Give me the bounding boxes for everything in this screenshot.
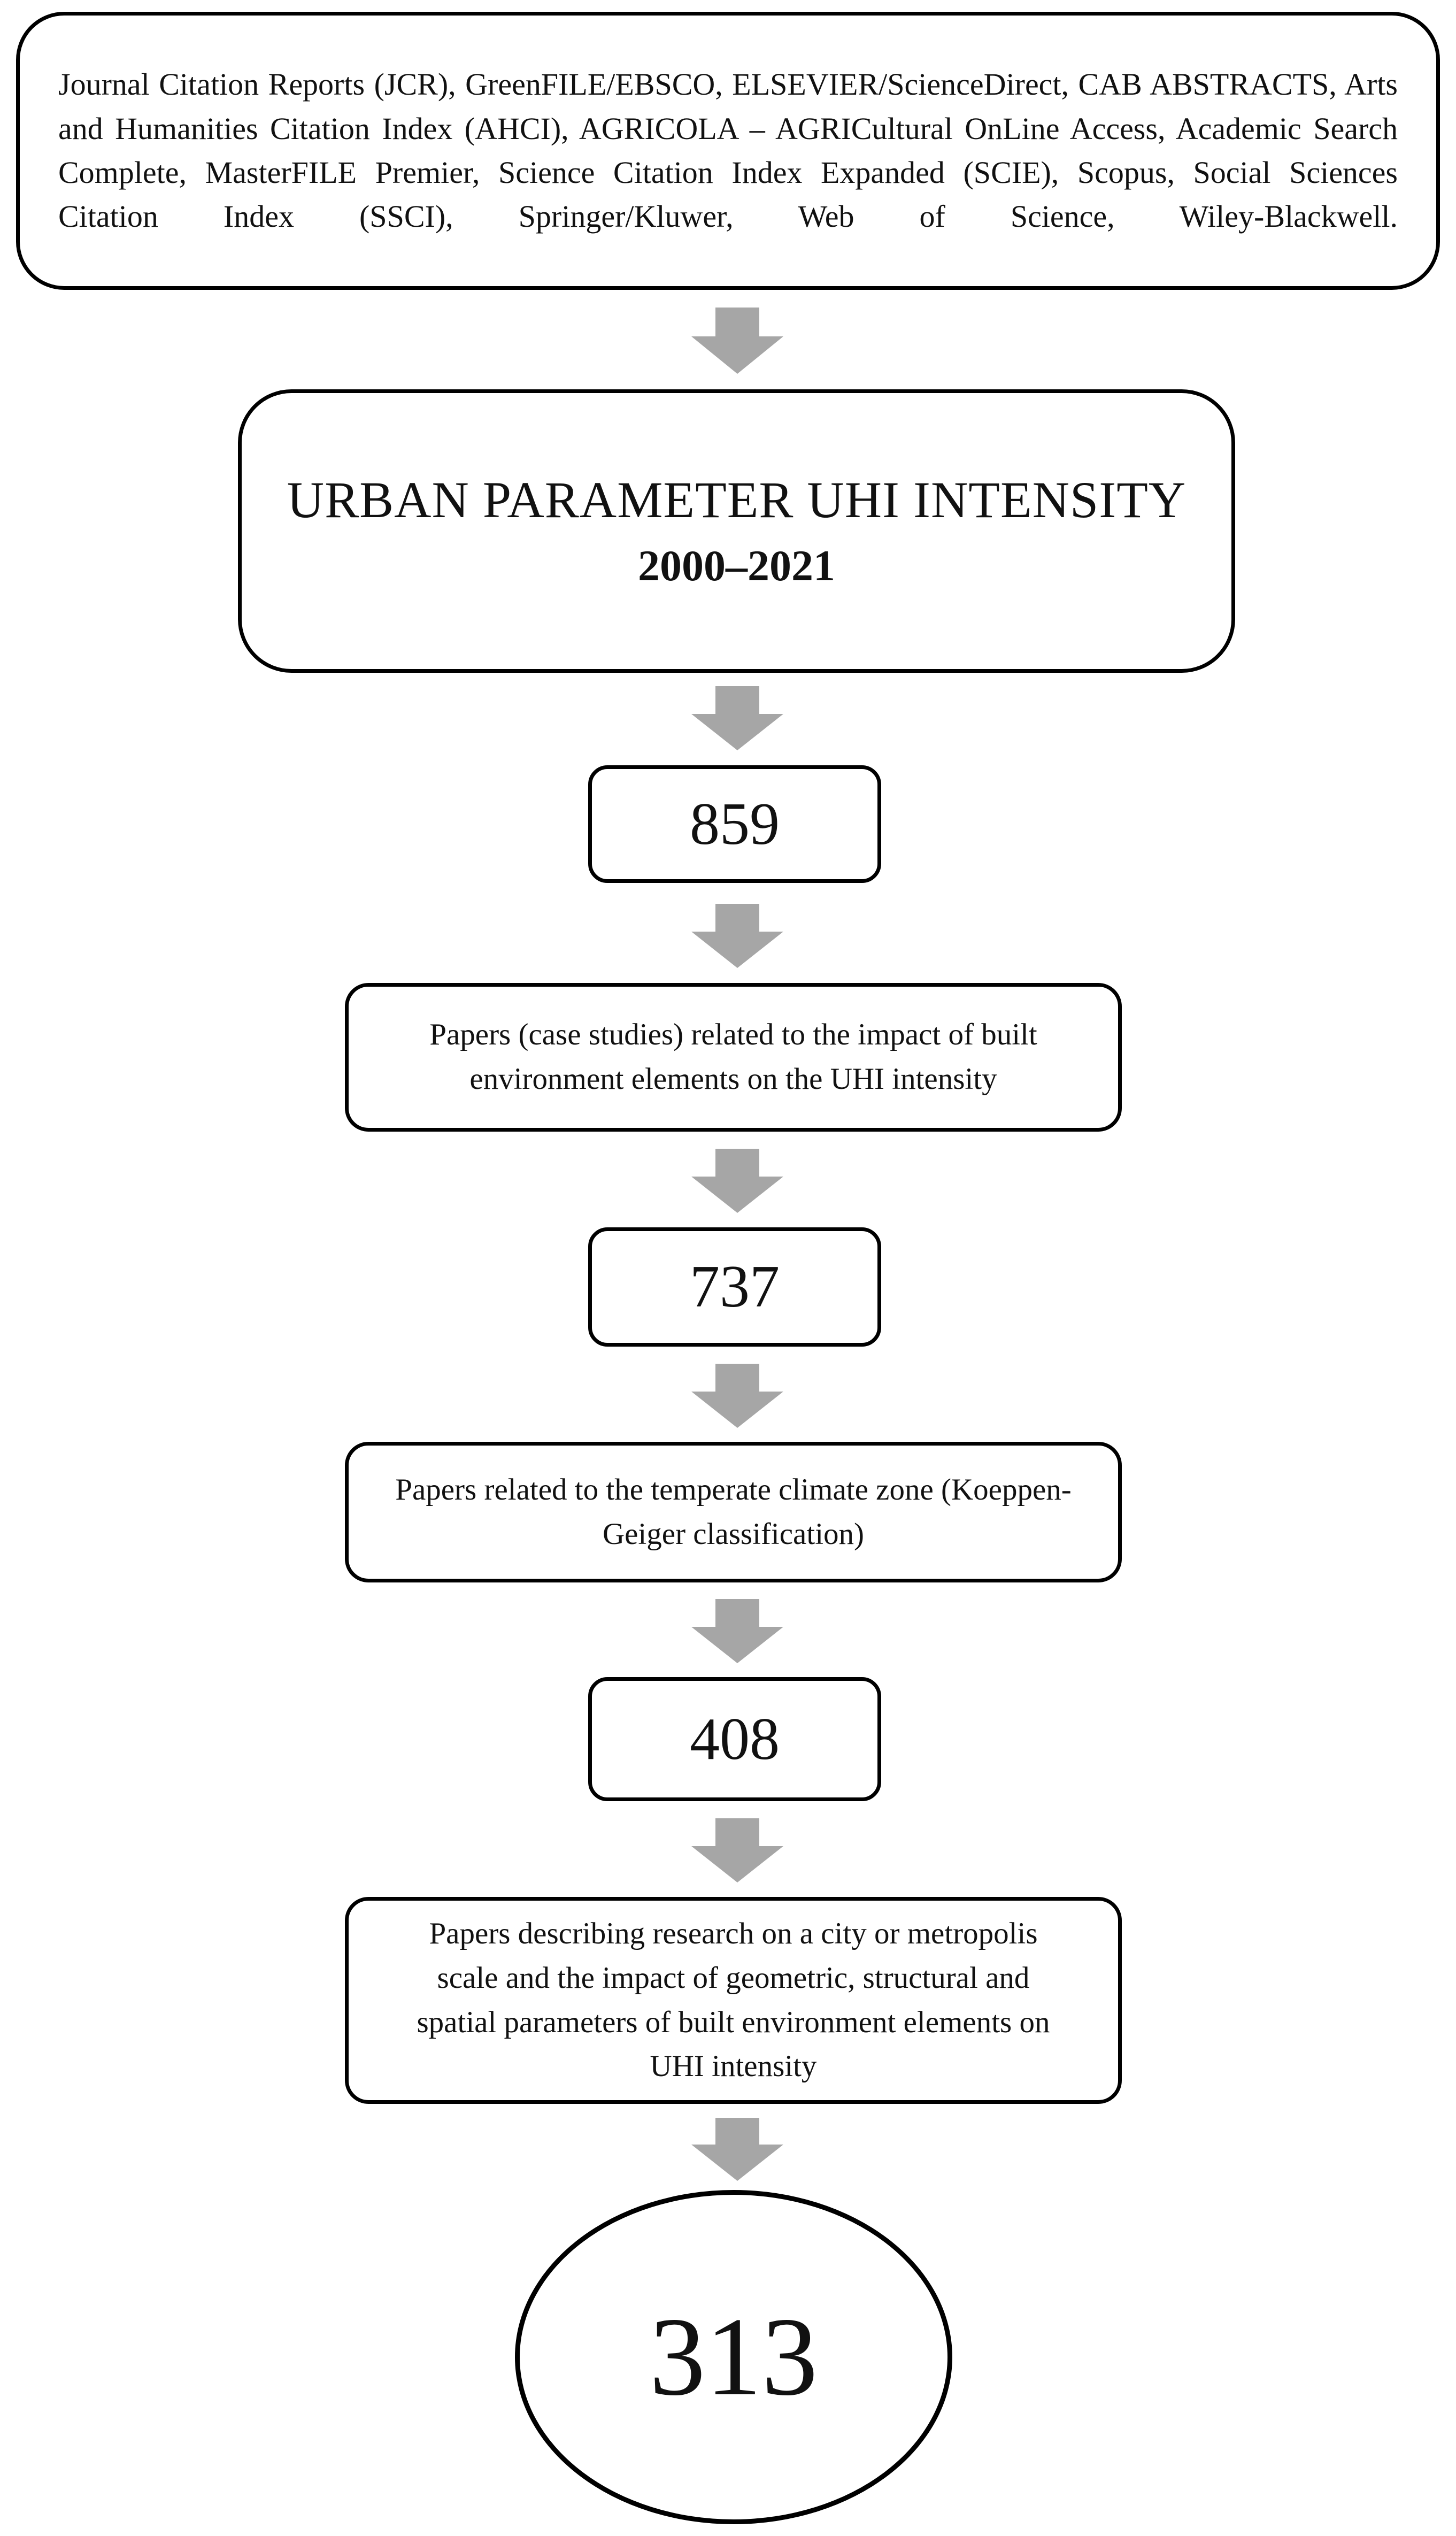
search-topic-years: 2000–2021 bbox=[638, 541, 835, 590]
flow-arrow-2 bbox=[691, 686, 783, 750]
criterion-box-2 bbox=[345, 1442, 1122, 1582]
search-topic-title: URBAN PARAMETER UHI INTENSITY bbox=[287, 471, 1187, 528]
count-value-2: 737 bbox=[690, 1254, 780, 1320]
sources-box bbox=[16, 12, 1440, 290]
criterion-text-3: Papers describing research on a city or metropolis scale and the impact of geometric, structural and spatial parameters of built environment elements on UHI intensity bbox=[417, 1917, 1050, 2084]
search-topic-box bbox=[238, 389, 1235, 673]
flow-arrow-5 bbox=[691, 1364, 783, 1428]
criterion-box-3 bbox=[345, 1897, 1122, 2104]
count-value-3: 408 bbox=[690, 1705, 780, 1772]
count-box-3 bbox=[588, 1677, 881, 1801]
flow-arrow-3 bbox=[691, 904, 783, 968]
flow-arrow-4 bbox=[691, 1149, 783, 1213]
criterion-text-1: Papers (case studies) related to the impact of built environment elements on the UHI intensity bbox=[429, 1018, 1037, 1096]
criterion-text-2: Papers related to the temperate climate zone (Koeppen-Geiger classification) bbox=[395, 1472, 1072, 1551]
count-box-1 bbox=[588, 765, 881, 883]
count-box-2 bbox=[588, 1227, 881, 1347]
final-count-circle bbox=[515, 2190, 952, 2524]
final-count-value: 313 bbox=[649, 2295, 818, 2419]
flow-arrow-8 bbox=[691, 2118, 783, 2181]
count-value-1: 859 bbox=[690, 790, 780, 857]
flow-arrow-6 bbox=[691, 1599, 783, 1663]
sources-text: Journal Citation Reports (JCR), GreenFILE/EBSCO, ELSEVIER/ScienceDirect, CAB ABSTRACTS, Arts and Humanities Citation Index (AHCI), AGRICOLA – AGRICultural OnLine Access, Academic Search Complete, MasterFILE Premier, Science Citation Index Expanded (SCIE), Scopus, Social Sciences Citation Index (SSCI), Springer/Kluwer, Web of Science, Wiley-Blackwell. bbox=[58, 67, 1398, 234]
criterion-box-1 bbox=[345, 983, 1122, 1132]
flow-arrow-1 bbox=[691, 308, 783, 374]
flow-arrow-7 bbox=[691, 1818, 783, 1882]
